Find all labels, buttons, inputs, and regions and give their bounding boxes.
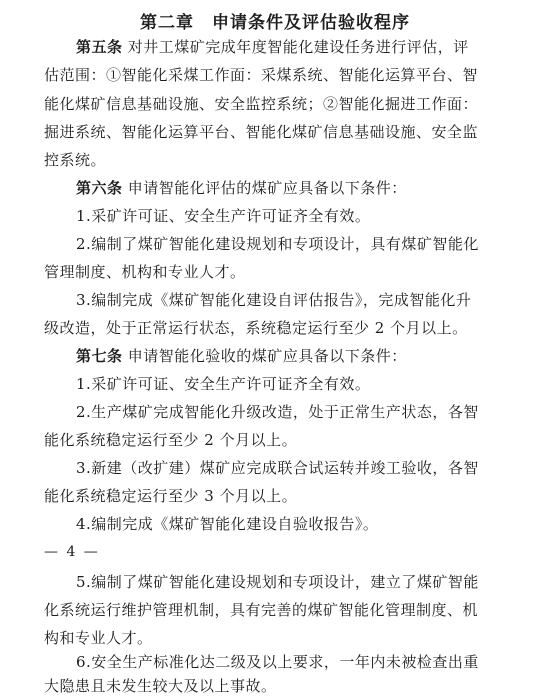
article7-item2-line2: 能化系统稳定运行至少 2 个月以上。	[44, 431, 298, 449]
article6-item2-line1: 2.编制了煤矿智能化建设规划和专项设计，具有煤矿智能化	[76, 235, 479, 253]
article7-item2-line1: 2.生产煤矿完成智能化升级改造，处于正常生产状态，各智	[76, 403, 479, 421]
article7-item4: 4.编制完成《煤矿智能化建设自验收报告》。	[76, 515, 379, 533]
article5-line2: 估范围：①智能化采煤工作面：采煤系统、智能化运算平台、智	[44, 66, 479, 84]
article6-item3-line1: 3.编制完成《煤矿智能化建设自评估报告》，完成智能化升	[76, 291, 472, 309]
article5-text: 对井工煤矿完成年度智能化建设任务进行评估，评	[127, 38, 469, 56]
article5-line4: 掘进系统、智能化运算平台、智能化煤矿信息基础设施、安全监	[44, 123, 479, 141]
item5-line3: 构和专业人才。	[44, 629, 153, 647]
article7-first-line	[76, 346, 516, 366]
article6-first-line	[76, 178, 516, 198]
article5-line3: 能化煤矿信息基础设施、安全监控系统；②智能化掘进工作面：	[44, 95, 479, 113]
page-number: — 4 —	[44, 544, 100, 560]
article7-item1: 1.采矿许可证、安全生产许可证齐全有效。	[76, 375, 371, 393]
article7-heading: 第七条	[76, 347, 123, 365]
article7-intro: 申请智能化验收的煤矿应具备以下条件：	[127, 347, 407, 365]
article7-item3-line1: 3.新建（改扩建）煤矿应完成联合试运转并竣工验收，各智	[76, 459, 479, 477]
item5-line2: 化系统运行维护管理机制，具有完善的煤矿智能化管理制度、机	[44, 601, 479, 619]
article6-heading: 第六条	[76, 179, 123, 197]
article5-heading: 第五条	[76, 38, 123, 56]
article6-item3-line2: 级改造，处于正常运行状态，系统稳定运行至少 2 个月以上。	[44, 319, 468, 337]
article5-line5: 控系统。	[44, 151, 107, 169]
item6-line2: 大隐患且未发生较大及以上事故。	[44, 677, 277, 695]
chapter-title: 第二章 申请条件及评估验收程序	[140, 13, 410, 33]
item6-line1: 6.安全生产标准化达二级及以上要求，一年内未被检查出重	[76, 653, 479, 671]
article6-item2-line2: 管理制度、机构和专业人才。	[44, 263, 246, 281]
article6-item1: 1.采矿许可证、安全生产许可证齐全有效。	[76, 207, 371, 225]
article6-intro: 申请智能化评估的煤矿应具备以下条件：	[127, 179, 407, 197]
article7-item3-line2: 能化系统稳定运行至少 3 个月以上。	[44, 487, 298, 505]
item5-line1: 5.编制了煤矿智能化建设规划和专项设计，建立了煤矿智能	[76, 573, 479, 591]
article5-first-line	[76, 37, 516, 57]
